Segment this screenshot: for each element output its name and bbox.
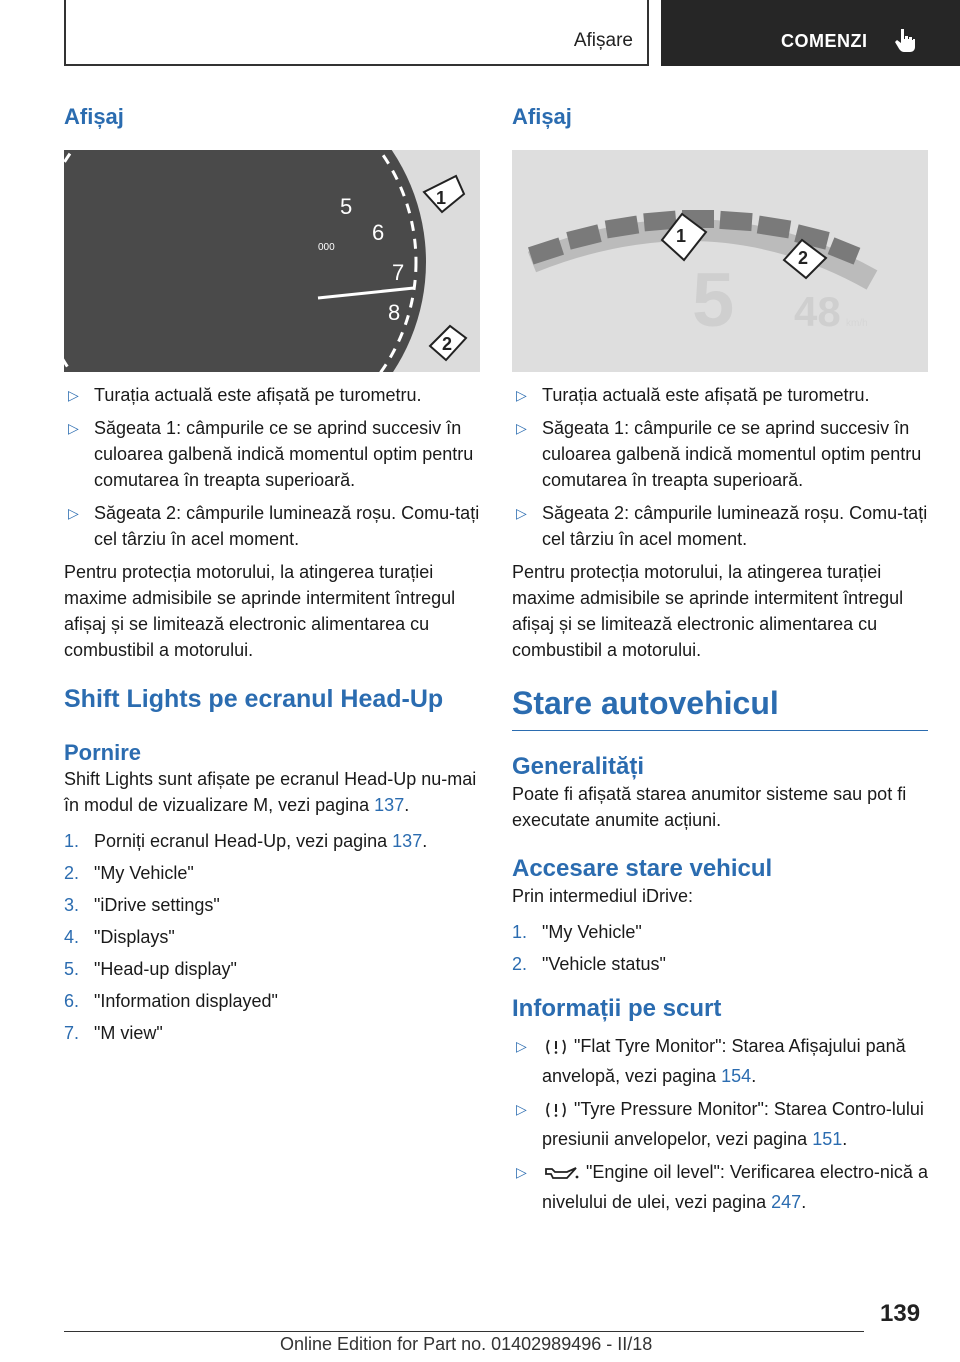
bullet-triangle-icon: ▷ <box>68 420 79 436</box>
header-chapter-tab <box>661 0 960 66</box>
tacho-digit: 5 <box>340 194 353 219</box>
list-item: 1. Porniți ecranul Head-Up, vezi pagina 137. <box>64 831 428 851</box>
pointing-hand-icon <box>895 27 917 58</box>
pornire-heading: Pornire <box>64 740 142 765</box>
right-bullet-list <box>512 382 928 552</box>
page-link[interactable]: 247 <box>771 1192 802 1212</box>
right-paragraph: Pentru protecția motorului, la atingerea turației maxime admisibile se aprinde intermitent întregul afișaj și se limitează electronic alimentarea cu combustibil a motorului. <box>512 562 904 660</box>
tacho-side-label: 000 <box>318 242 335 253</box>
generalitati-paragraph: Poate fi afișată starea anumitor sisteme sau pot fi executate anumite acțiuni. <box>512 784 907 830</box>
page-link[interactable]: 137 <box>392 831 423 851</box>
bullet-triangle-icon: ▷ <box>68 387 79 403</box>
left-bullet-list <box>64 382 480 552</box>
bullet-triangle-icon: ▷ <box>516 420 527 436</box>
list-item: ▷ Turația actuală este afișată pe turometru. <box>512 382 928 408</box>
right-column <box>512 100 928 1222</box>
tacho-digit: 6 <box>372 220 385 245</box>
svg-text:2: 2 <box>798 248 809 268</box>
bullet-triangle-icon: ▷ <box>516 387 527 403</box>
svg-text:1: 1 <box>436 188 447 208</box>
list-item: ▷ "Flat Tyre Monitor": Starea Afișajului pană anvelopă, vezi pagina 154. <box>512 1033 928 1089</box>
hud-speed-text: 48 <box>794 288 841 335</box>
oil-can-icon <box>544 1163 580 1189</box>
list-item: ▷ Săgeata 2: câmpurile luminează roșu. Comu-tați cel târziu în acel moment. <box>512 500 928 552</box>
list-item: ▷ Turația actuală este afișată pe turometru. <box>64 382 480 408</box>
left-column <box>64 100 480 1052</box>
tyre-warning-icon <box>544 1100 568 1126</box>
page-number: 139 <box>880 1300 921 1327</box>
bullet-triangle-icon: ▷ <box>516 1101 527 1117</box>
pornire-paragraph: Shift Lights sunt afișate pe ecranul Head-Up nu-mai în modul de vizualizare M, vezi pagina 137. <box>64 769 477 815</box>
hud-unit-text: km/h <box>846 318 868 329</box>
footer-edition: Online Edition for Part no. 01402989496 - II/18 <box>280 1334 653 1354</box>
header-section-box <box>64 0 649 66</box>
tachometer-figure <box>64 150 480 372</box>
steps-list <box>64 828 480 1046</box>
list-item: ▷ "Engine oil level": Verificarea electro-nică a nivelului de ulei, vezi pagina 247. <box>512 1159 928 1215</box>
list-item: 2. "My Vehicle" <box>64 863 194 883</box>
list-item: 6. "Information displayed" <box>64 991 278 1011</box>
list-item: ▷ Săgeata 1: câmpurile ce se aprind succesiv în culoarea galbenă indică momentul optim pentru comutarea în treapta superioară. <box>512 415 928 493</box>
left-paragraph: Pentru protecția motorului, la atingerea turației maxime admisibile se aprinde intermitent întregul afișaj și se limitează electronic alimentarea cu combustibil a motorului. <box>64 562 456 660</box>
page-link[interactable]: 154 <box>721 1066 752 1086</box>
tyre-warning-icon <box>544 1037 568 1063</box>
info-list <box>512 1033 928 1215</box>
tacho-digit: 8 <box>388 300 401 325</box>
list-item: 7. "M view" <box>64 1023 163 1043</box>
hud-gear-text: 5 <box>692 258 735 343</box>
bullet-triangle-icon: ▷ <box>516 505 527 521</box>
page-link[interactable]: 151 <box>812 1129 843 1149</box>
tacho-digit: 7 <box>392 260 405 285</box>
header-section-title: Afișare <box>573 30 633 51</box>
tacho-panel-3 <box>64 150 480 372</box>
hud-figure <box>512 150 928 372</box>
stare-autovehicul-heading: Stare autovehicul <box>512 685 928 731</box>
list-item: 2. "Vehicle status" <box>512 954 666 974</box>
right-title: Afișaj <box>512 104 572 129</box>
access-steps-list <box>512 919 928 977</box>
accesare-paragraph: Prin intermediul iDrive: <box>512 886 694 906</box>
list-item: 3. "iDrive settings" <box>64 895 220 915</box>
left-title: Afișaj <box>64 104 124 129</box>
bullet-triangle-icon: ▷ <box>516 1038 527 1054</box>
list-item: 4. "Displays" <box>64 927 175 947</box>
list-item: ▷ "Tyre Pressure Monitor": Starea Contro-lului presiunii anvelopelor, vezi pagina 151. <box>512 1096 928 1152</box>
bullet-triangle-icon: ▷ <box>68 505 79 521</box>
footer-divider <box>64 1331 864 1332</box>
shift-lights-heading: Shift Lights pe ecranul Head-Up <box>64 685 444 713</box>
list-item: 5. "Head-up display" <box>64 959 237 979</box>
page-link[interactable]: 137 <box>374 795 405 815</box>
svg-text:1: 1 <box>676 226 687 246</box>
list-item: 1. "My Vehicle" <box>512 922 642 942</box>
list-item: ▷ Săgeata 2: câmpurile luminează roșu. Comu-tați cel târziu în acel moment. <box>64 500 480 552</box>
bullet-triangle-icon: ▷ <box>516 1164 527 1180</box>
svg-text:2: 2 <box>442 334 453 354</box>
generalitati-heading: Generalități <box>512 753 645 780</box>
informatii-heading: Informații pe scurt <box>512 995 722 1022</box>
header-chapter-title: COMENZI <box>781 31 868 51</box>
list-item: ▷ Săgeata 1: câmpurile ce se aprind succesiv în culoarea galbenă indică momentul optim pentru comutarea în treapta superioară. <box>64 415 480 493</box>
accesare-heading: Accesare stare vehicul <box>512 855 773 882</box>
